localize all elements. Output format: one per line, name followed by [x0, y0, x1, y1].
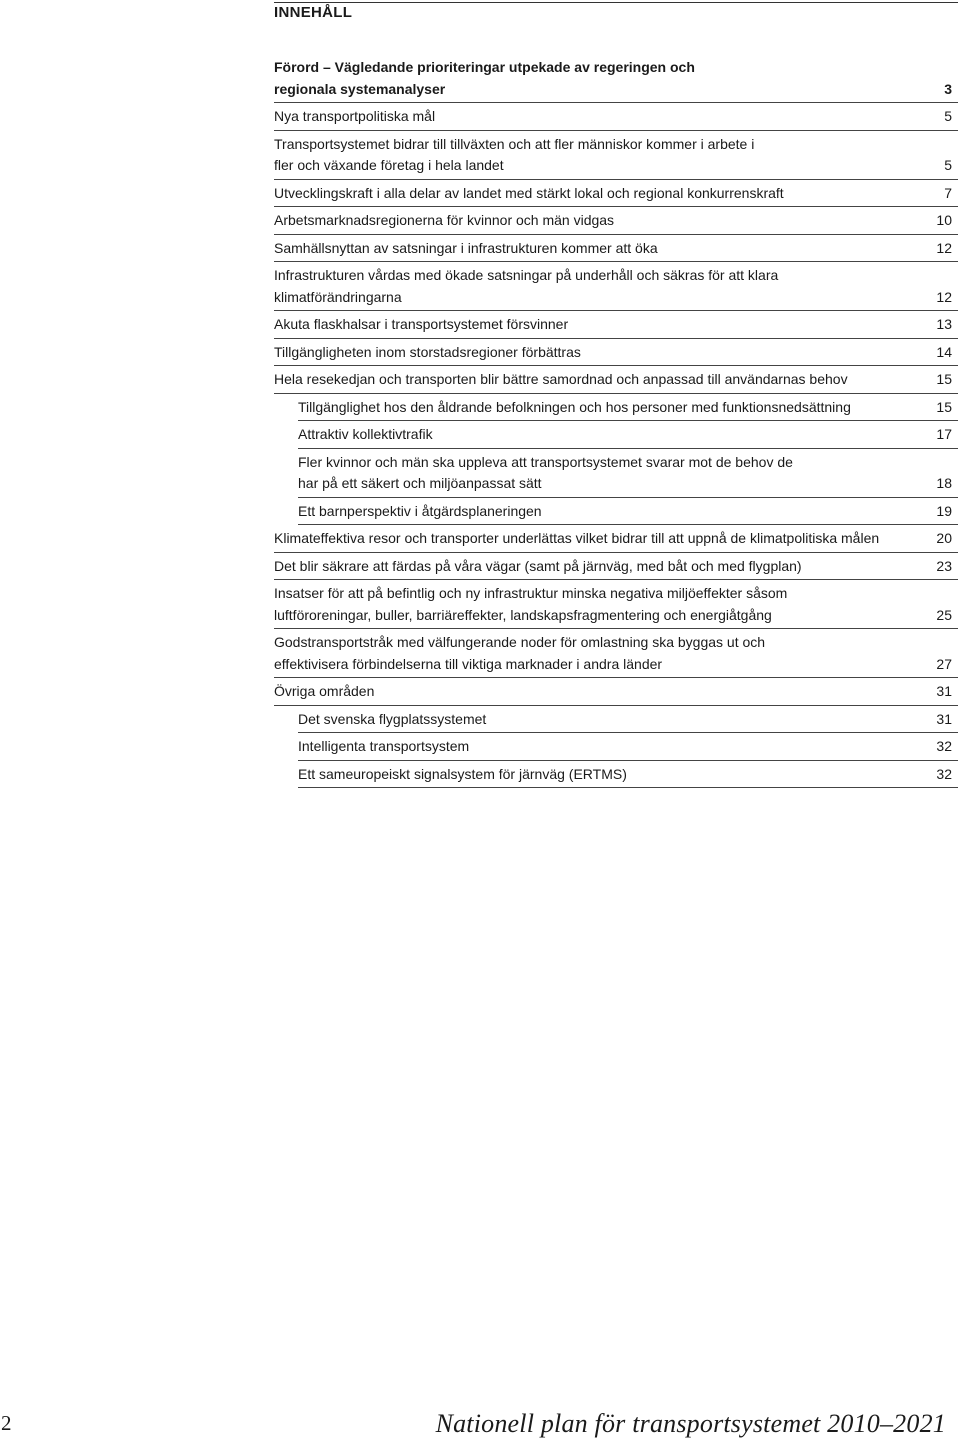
toc-entry-title: Arbetsmarknadsregionerna för kvinnor och män vidgas: [274, 212, 615, 228]
toc-entry-page: 10: [936, 212, 952, 228]
toc-entry-page: 12: [936, 239, 952, 256]
toc-entry[interactable]: [274, 678, 958, 706]
toc-entry[interactable]: [274, 629, 958, 678]
toc-entry-title: Attraktiv kollektivtrafik: [298, 426, 433, 442]
toc-entry-title: Godstransportstråk med välfungerande noder för omlastning ska byggas ut och effektivisera förbindelserna till viktiga marknader i andra länder: [274, 634, 766, 672]
toc-entry[interactable]: [274, 207, 958, 235]
toc-entry-title: Förord – Vägledande prioriteringar utpekade av regeringen och regionala systemanalyser: [274, 59, 695, 97]
toc-entry-title: Nya transportpolitiska mål: [274, 108, 436, 124]
toc-entry-page: 14: [936, 343, 952, 360]
toc-entry-page: 17: [936, 426, 952, 442]
toc-subentry[interactable]: [298, 421, 958, 449]
toc-subentry[interactable]: [298, 498, 958, 526]
toc-entry-page: 7: [944, 184, 952, 201]
toc-subentry[interactable]: [298, 706, 958, 734]
toc-entry-page: 15: [936, 371, 952, 387]
toc-entry-title: Utvecklingskraft i alla delar av landet med stärkt lokal och regional konkurrenskraft: [274, 184, 784, 201]
toc-entry-page: 13: [936, 316, 952, 332]
toc-entry-page: 20: [936, 530, 952, 546]
toc-entry-title: Ett sameuropeiskt signalsystem för järnväg (ERTMS): [298, 765, 627, 782]
toc-entry-title: Samhällsnyttan av satsningar i infrastrukturen kommer att öka: [274, 239, 658, 256]
toc-entry-page: 25: [936, 606, 952, 623]
toc-entry-title: Tillgänglighet hos den åldrande befolkningen och hos personer med funktionsnedsättning: [298, 398, 851, 415]
toc-entry-title: Insatser för att på befintlig och ny infrastruktur minska negativa miljöeffekter såsom luftföroreningar, buller, barriäreffekter, landskapsfragmentering och energiåtgång: [274, 585, 788, 623]
toc-subentry[interactable]: [298, 761, 958, 789]
toc-entry[interactable]: [274, 103, 958, 131]
toc-entry-page: 19: [936, 502, 952, 519]
toc-entry[interactable]: [274, 339, 958, 367]
toc-entry-title: Ett barnperspektiv i åtgärdsplaneringen: [298, 502, 542, 519]
toc-entry-page: 27: [936, 655, 952, 672]
toc-entry-page: 31: [936, 683, 952, 699]
toc-entry-page: 12: [936, 288, 952, 305]
toc-entry-title: Tillgängligheten inom storstadsregioner förbättras: [274, 343, 581, 360]
toc-entry-page: 32: [936, 765, 952, 782]
toc-entry-page: 5: [944, 108, 952, 124]
toc-entry-page: 18: [936, 475, 952, 491]
toc-entry[interactable]: [274, 580, 958, 629]
toc-entry[interactable]: [274, 553, 958, 581]
toc-subentry[interactable]: [298, 733, 958, 761]
toc-entry-title: Transportsystemet bidrar till tillväxten och att fler människor kommer i arbete i fler och växande företag i hela landet: [274, 135, 755, 173]
toc-entry-title: Klimateffektiva resor och transporter underlättas vilket bidrar till att uppnå de klimatpolitiska målen: [274, 530, 880, 546]
toc-entry[interactable]: [274, 57, 958, 103]
toc-entry[interactable]: [274, 180, 958, 208]
toc-entry[interactable]: [274, 235, 958, 263]
toc-subentry[interactable]: [298, 394, 958, 422]
publication-title: Nationell plan för transportsystemet 2010–2021: [435, 1409, 946, 1438]
toc-entry-page: 5: [944, 157, 952, 173]
toc-entry-page: 23: [936, 557, 952, 574]
toc-entry[interactable]: [274, 131, 958, 180]
toc-entry-title: Det svenska flygplatssystemet: [298, 710, 487, 727]
toc-entry-title: Fler kvinnor och män ska uppleva att transportsystemet svarar mot de behov de har på ett säkert och miljöanpassat sätt: [298, 453, 793, 491]
toc-entry-title: Akuta flaskhalsar i transportsystemet försvinner: [274, 316, 569, 332]
toc-entry[interactable]: [274, 311, 958, 339]
toc-entry-title: Övriga områden: [274, 683, 375, 699]
toc-entry[interactable]: [274, 366, 958, 394]
page-number: 2: [1, 1411, 12, 1435]
page-title: INNEHÅLL: [274, 2, 958, 21]
toc-entry[interactable]: [274, 262, 958, 311]
toc-entry-page: 15: [936, 398, 952, 415]
toc-entry-page: 3: [944, 80, 952, 97]
toc-entry-page: 31: [936, 710, 952, 727]
toc-entry-title: Infrastrukturen vårdas med ökade satsningar på underhåll och säkras för att klara klimatförändringarna: [274, 267, 779, 305]
toc-entry-page: 32: [936, 738, 952, 754]
toc-entry[interactable]: [274, 525, 958, 553]
toc-subentry[interactable]: [298, 449, 958, 498]
toc-entry-title: Det blir säkrare att färdas på våra vägar (samt på järnväg, med båt och med flygplan): [274, 557, 802, 574]
toc-entry-title: Hela resekedjan och transporten blir bättre samordnad och anpassad till användarnas behov: [274, 371, 848, 387]
table-of-contents: [274, 57, 958, 788]
toc-entry-title: Intelligenta transportsystem: [298, 738, 470, 754]
